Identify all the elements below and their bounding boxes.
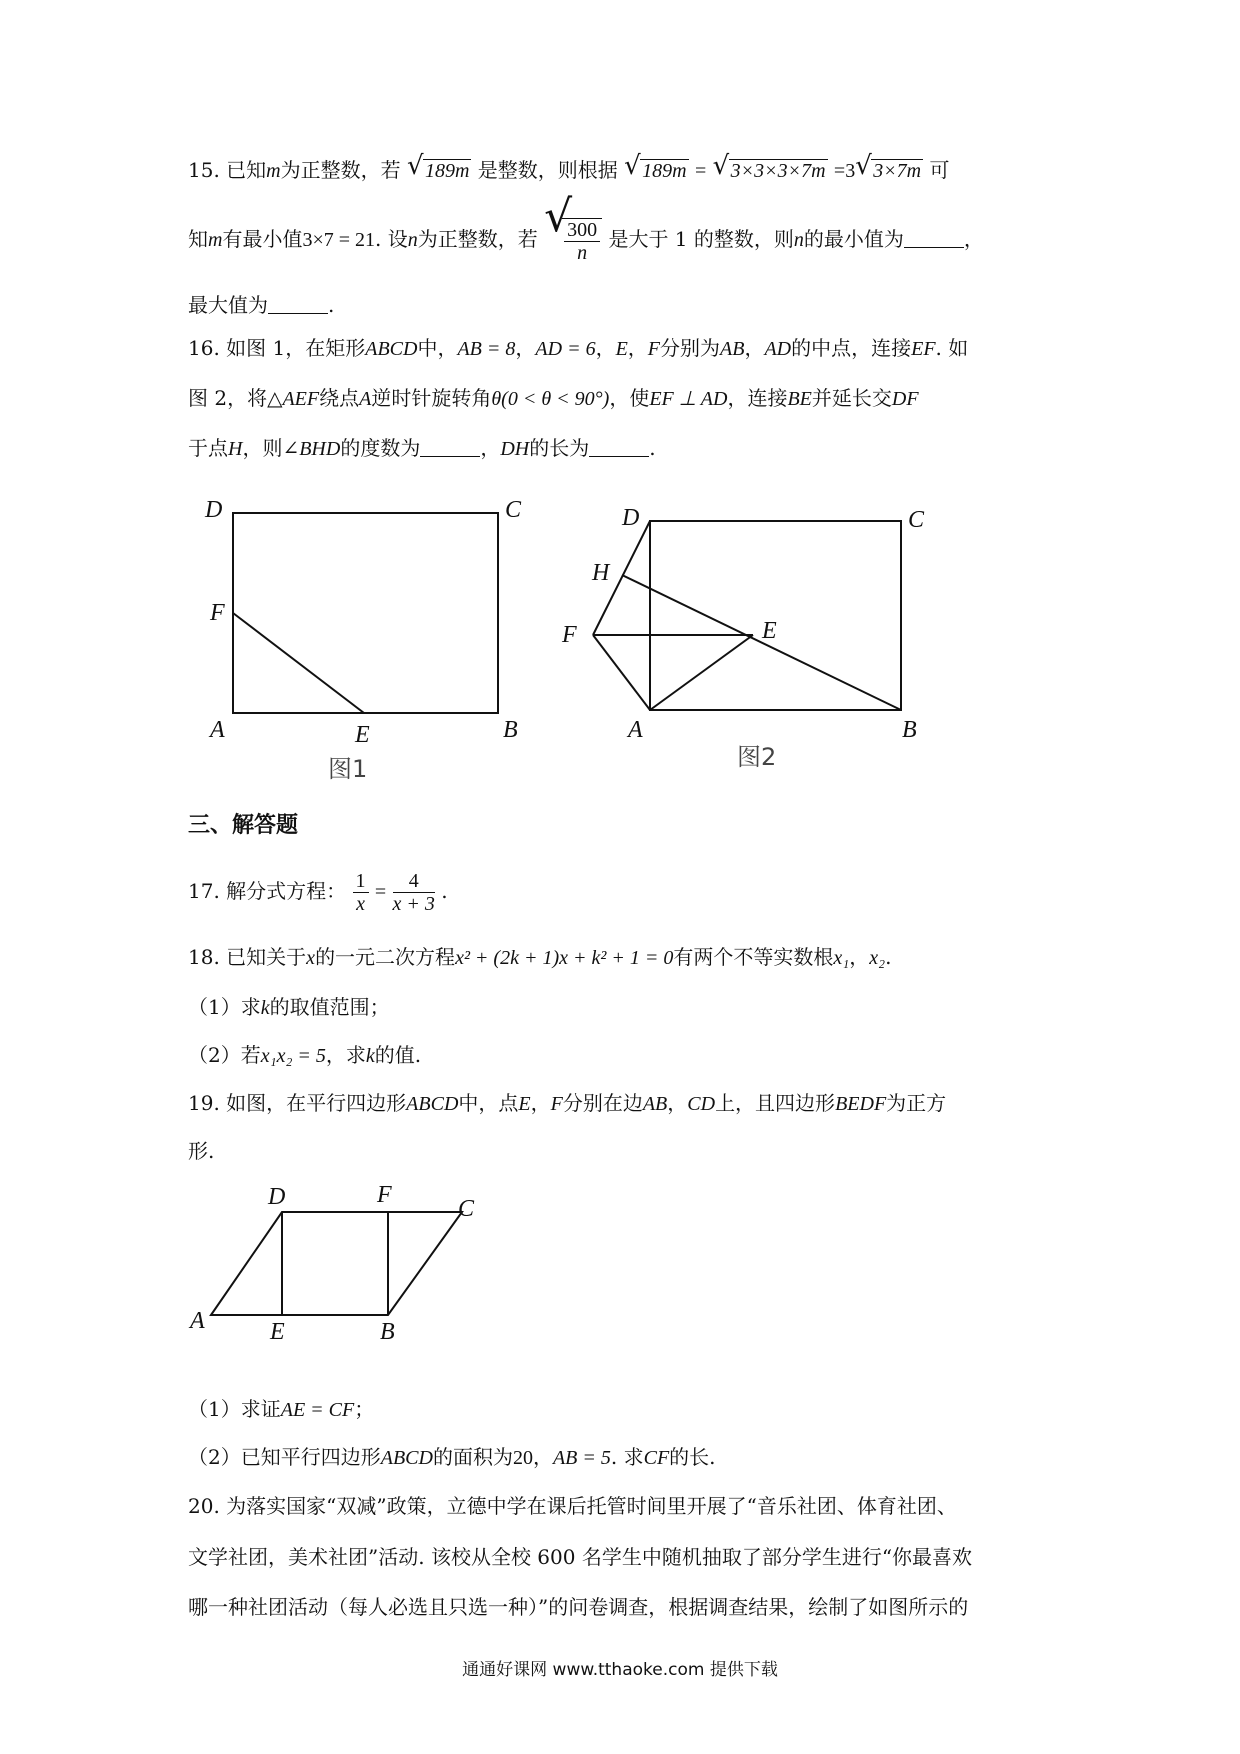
q16-line1: 16. 如图 1，在矩形ABCD中，AB = 8，AD = 6，E，F分别为AB，AD的中点，连接EF. 如 xyxy=(188,336,969,360)
q17-right-fraction: $\frac{4}{x + 3}$ xyxy=(392,870,435,915)
q20-line3: 哪一种社团活动（每人必选且只选一种）”的问卷调查，根据调查结果，绘制了如图所示的 xyxy=(188,1595,969,1619)
fig2-label-d: D xyxy=(622,505,640,531)
sqrt-eq-mid: √ 3×3×3×7m xyxy=(712,151,826,182)
fig2-label-f: F xyxy=(562,622,577,648)
q17-left-fraction: $\frac{1}{x}$ xyxy=(353,870,369,915)
q19-line1: 19. 如图，在平行四边形ABCD中，点E，F分别在边AB，CD上，且四边形BEDF为正方 xyxy=(188,1091,947,1115)
rect-abcd-1 xyxy=(233,513,498,713)
fig1-label-a: A xyxy=(210,717,225,743)
q20-line1: 20. 为落实国家“双减”政策，立德中学在课后托管时间里开展了“音乐社团、体育社团、 xyxy=(188,1494,957,1518)
fig1-caption: 图1 xyxy=(328,755,368,783)
fig1-label-e: E xyxy=(355,722,370,748)
page-footer: 通通好课网 www.tthaoke.com 提供下载 xyxy=(462,1660,778,1680)
q18-part1: （1）求k的取值范围； xyxy=(188,995,390,1019)
figure-1 xyxy=(233,513,498,713)
segment-fa xyxy=(593,635,650,710)
sqrt-eq-left: √ 189m xyxy=(624,151,687,182)
q15-line3: 最大值为 . xyxy=(188,293,335,317)
figure-19 xyxy=(0,1180,1240,1350)
figure-2 xyxy=(593,521,901,710)
figures-16 xyxy=(0,480,1240,800)
q19-part2: （2）已知平行四边形ABCD的面积为20，AB = 5. 求CF的长. xyxy=(188,1445,716,1469)
fig2-label-c: C xyxy=(908,507,925,533)
fig2-label-b: B xyxy=(902,717,917,743)
answer-blank-angle[interactable] xyxy=(420,438,480,457)
answer-blank-max[interactable] xyxy=(268,295,328,314)
q15-line2: 知m有最小值3×7 = 21. 设n为正整数，若 √ $\frac{300}{n}$ 是大于 1 的整数，则n的最小值为 ， xyxy=(188,191,984,264)
fig2-label-e: E xyxy=(762,618,777,644)
fig1-label-b: B xyxy=(503,717,518,743)
sqrt-189m: √ 189m xyxy=(406,151,470,182)
q20-line2: 文学社团，美术社团”活动. 该校从全校 600 名学生中随机抽取了部分学生进行“你最喜欢 xyxy=(188,1545,973,1569)
q18-part2: （2）若x₁x₂ = 5，求k的值. xyxy=(188,1043,422,1067)
fig1-label-c: C xyxy=(505,497,522,523)
fig3-label-e: E xyxy=(270,1319,285,1345)
section-heading: 三、解答题 xyxy=(188,813,299,838)
fig3-label-c: C xyxy=(458,1196,475,1222)
fig2-label-h: H xyxy=(592,560,610,586)
q19-part1: （1）求证AE = CF； xyxy=(188,1397,375,1421)
fig1-label-d: D xyxy=(205,497,223,523)
q15-line1: 15. 已知m为正整数，若 √ 189m 是整数，则根据 √ 189m = √ 3×3×3×7m =3 √ 3×7m 可 xyxy=(188,155,950,186)
segment-ae xyxy=(650,635,753,710)
answer-blank-min[interactable] xyxy=(904,229,964,248)
fig2-label-a: A xyxy=(628,717,643,743)
parallelogram-abcd xyxy=(211,1212,462,1315)
fig3-label-f: F xyxy=(377,1182,392,1208)
q19-line2: 形. xyxy=(188,1139,215,1163)
answer-blank-length[interactable] xyxy=(589,438,649,457)
q16-line2: 图 2，将△AEF绕点A逆时针旋转角θ(0 < θ < 90°)，使EF ⊥ AD，连接BE并延长交DF xyxy=(188,386,919,410)
fig3-label-d: D xyxy=(268,1184,286,1210)
fig2-caption: 图2 xyxy=(737,743,777,771)
fig1-label-f: F xyxy=(210,600,225,626)
q16-line3: 于点H，则∠BHD的度数为 ，DH的长为 . xyxy=(188,436,656,460)
q18-line1: 18. 已知关于x的一元二次方程x² + (2k + 1)x + k² + 1 = 0有两个不等实数根x₁，x₂. xyxy=(188,945,892,969)
q17-line: 17. 解分式方程： $\frac{1}{x}$ = $\frac{4}{x + 3}$ . xyxy=(188,870,448,915)
fig3-label-a: A xyxy=(190,1308,205,1334)
segment-ef-1 xyxy=(233,613,364,713)
fig3-label-b: B xyxy=(380,1319,395,1345)
sqrt-eq-right: √ 3×7m xyxy=(855,151,922,182)
sqrt-fraction: √ $\frac{300}{n}$ xyxy=(544,218,602,264)
